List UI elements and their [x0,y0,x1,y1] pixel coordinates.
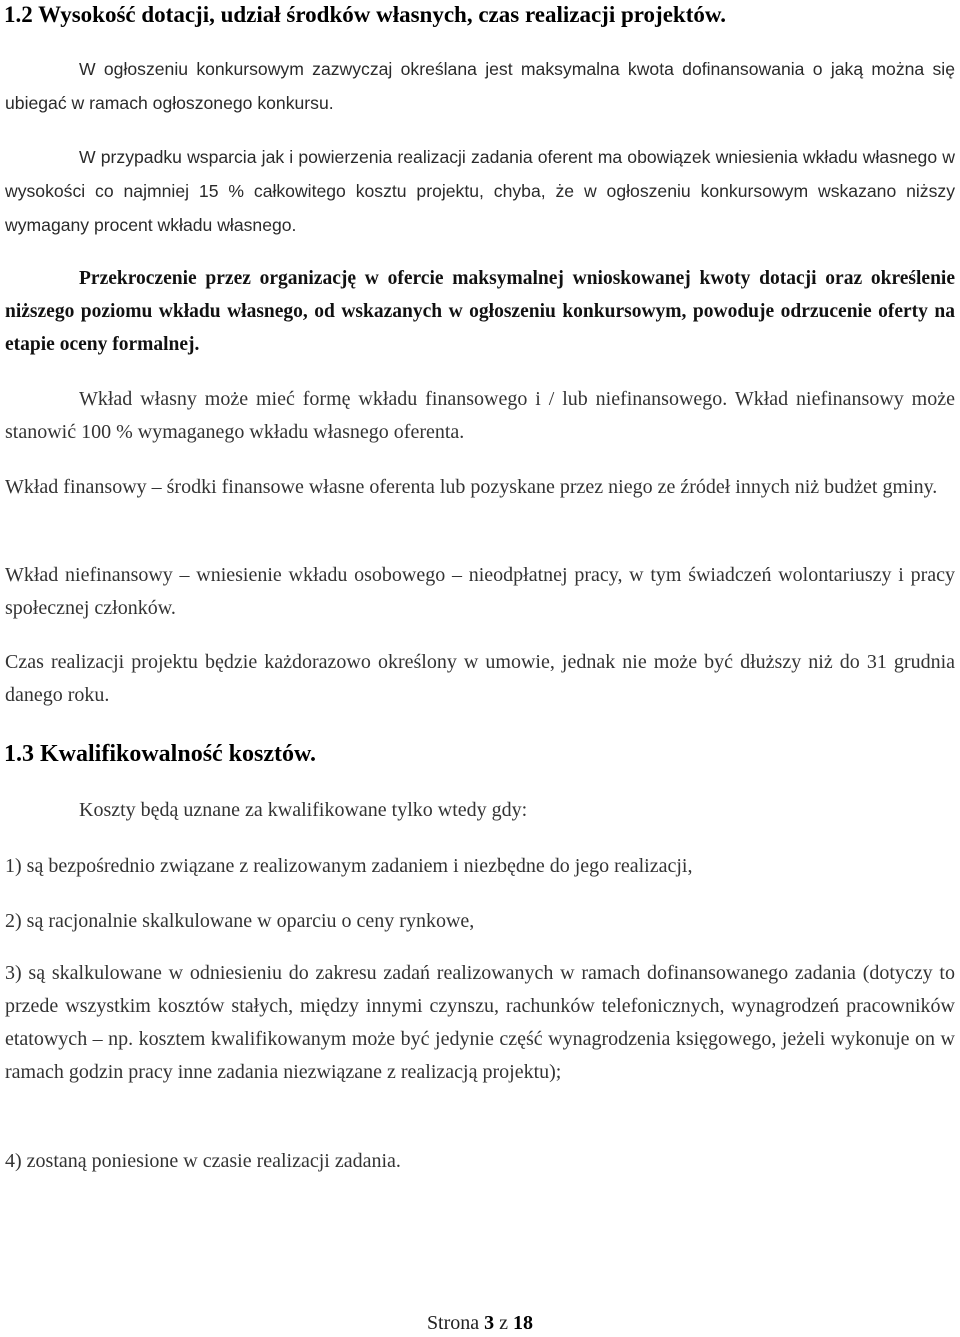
paragraph-max-funding: W ogłoszeniu konkursowym zazwyczaj określana jest maksymalna kwota dofinansowania o jaką można się ubiegać w ramach ogłoszonego konkursu. [5,59,955,113]
paragraph-financial-contribution: Wkład finansowy – środki finansowe własne oferenta lub pozyskane przez niego ze źródeł innych niż budżet gminy. [5,476,938,498]
paragraph-eligibility-intro: Koszty będą uznane za kwalifikowane tylko wtedy gdy: [79,799,528,821]
paragraph-own-contribution: W przypadku wsparcia jak i powierzenia realizacji zadania oferent ma obowiązek wniesienia wkładu własnego w wysokości co najmniej 15 % całkowitego kosztu projektu, chyba, że w ogłoszeniu konkursowym wskazano niższy wymagany procent wkładu własnego. [5,147,955,235]
paragraph-contribution-forms: Wkład własny może mieć formę wkładu finansowego i / lub niefinansowego. Wkład niefinansowy może stanowić 100 % wymaganego wkładu własnego oferenta. [5,388,955,443]
paragraph-exceeding-limits: Przekroczenie przez organizację w ofercie maksymalnej wnioskowanej kwoty dotacji oraz określenie niższego poziomu wkładu własnego, od wskazanych w ogłoszeniu konkursowym, powoduje odrzucenie oferty na etapie oceny formalnej. [5,268,955,355]
list-item: 3) są skalkulowane w odniesieniu do zakresu zadań realizowanych w ramach dofinansowanego zadania (dotyczy to przede wszystkim kosztów stałych, między innymi czynszu, rachunków telefonicznych, wynagrodzeń pracowników etatowych – np. kosztem kwalifikowanym może być jedynie część wynagrodzenia księgowego, jeżeli wykonuje on w ramach godzin pracy inne zadania niezwiązane z realizacją projektu); [5,962,955,1083]
list-item: 2) są racjonalnie skalkulowane w oparciu o ceny rynkowe, [5,910,475,932]
section-heading-1-3: 1.3 Kwalifikowalność kosztów. [4,741,317,767]
page-separator: z [499,1312,509,1334]
current-page-number: 3 [484,1312,495,1334]
paragraph-nonfinancial-contribution: Wkład niefinansowy – wniesienie wkładu osobowego – nieodpłatnej pracy, w tym świadczeń wolontariuszy i pracy społecznej członków. [5,564,955,619]
paragraph-project-duration: Czas realizacji projektu będzie każdorazowo określony w umowie, jednak nie może być dłuższy niż do 31 grudnia danego roku. [5,651,955,706]
page-label: Strona [426,1312,480,1334]
page-footer [0,1309,960,1337]
list-item: 1) są bezpośrednio związane z realizowanym zadaniem i niezbędne do jego realizacji, [5,855,693,877]
section-heading-1-2: 1.2 Wysokość dotacji, udział środków własnych, czas realizacji projektów. [4,2,726,27]
total-pages-number: 18 [513,1312,534,1334]
list-item: 4) zostaną poniesione w czasie realizacji zadania. [5,1150,401,1172]
